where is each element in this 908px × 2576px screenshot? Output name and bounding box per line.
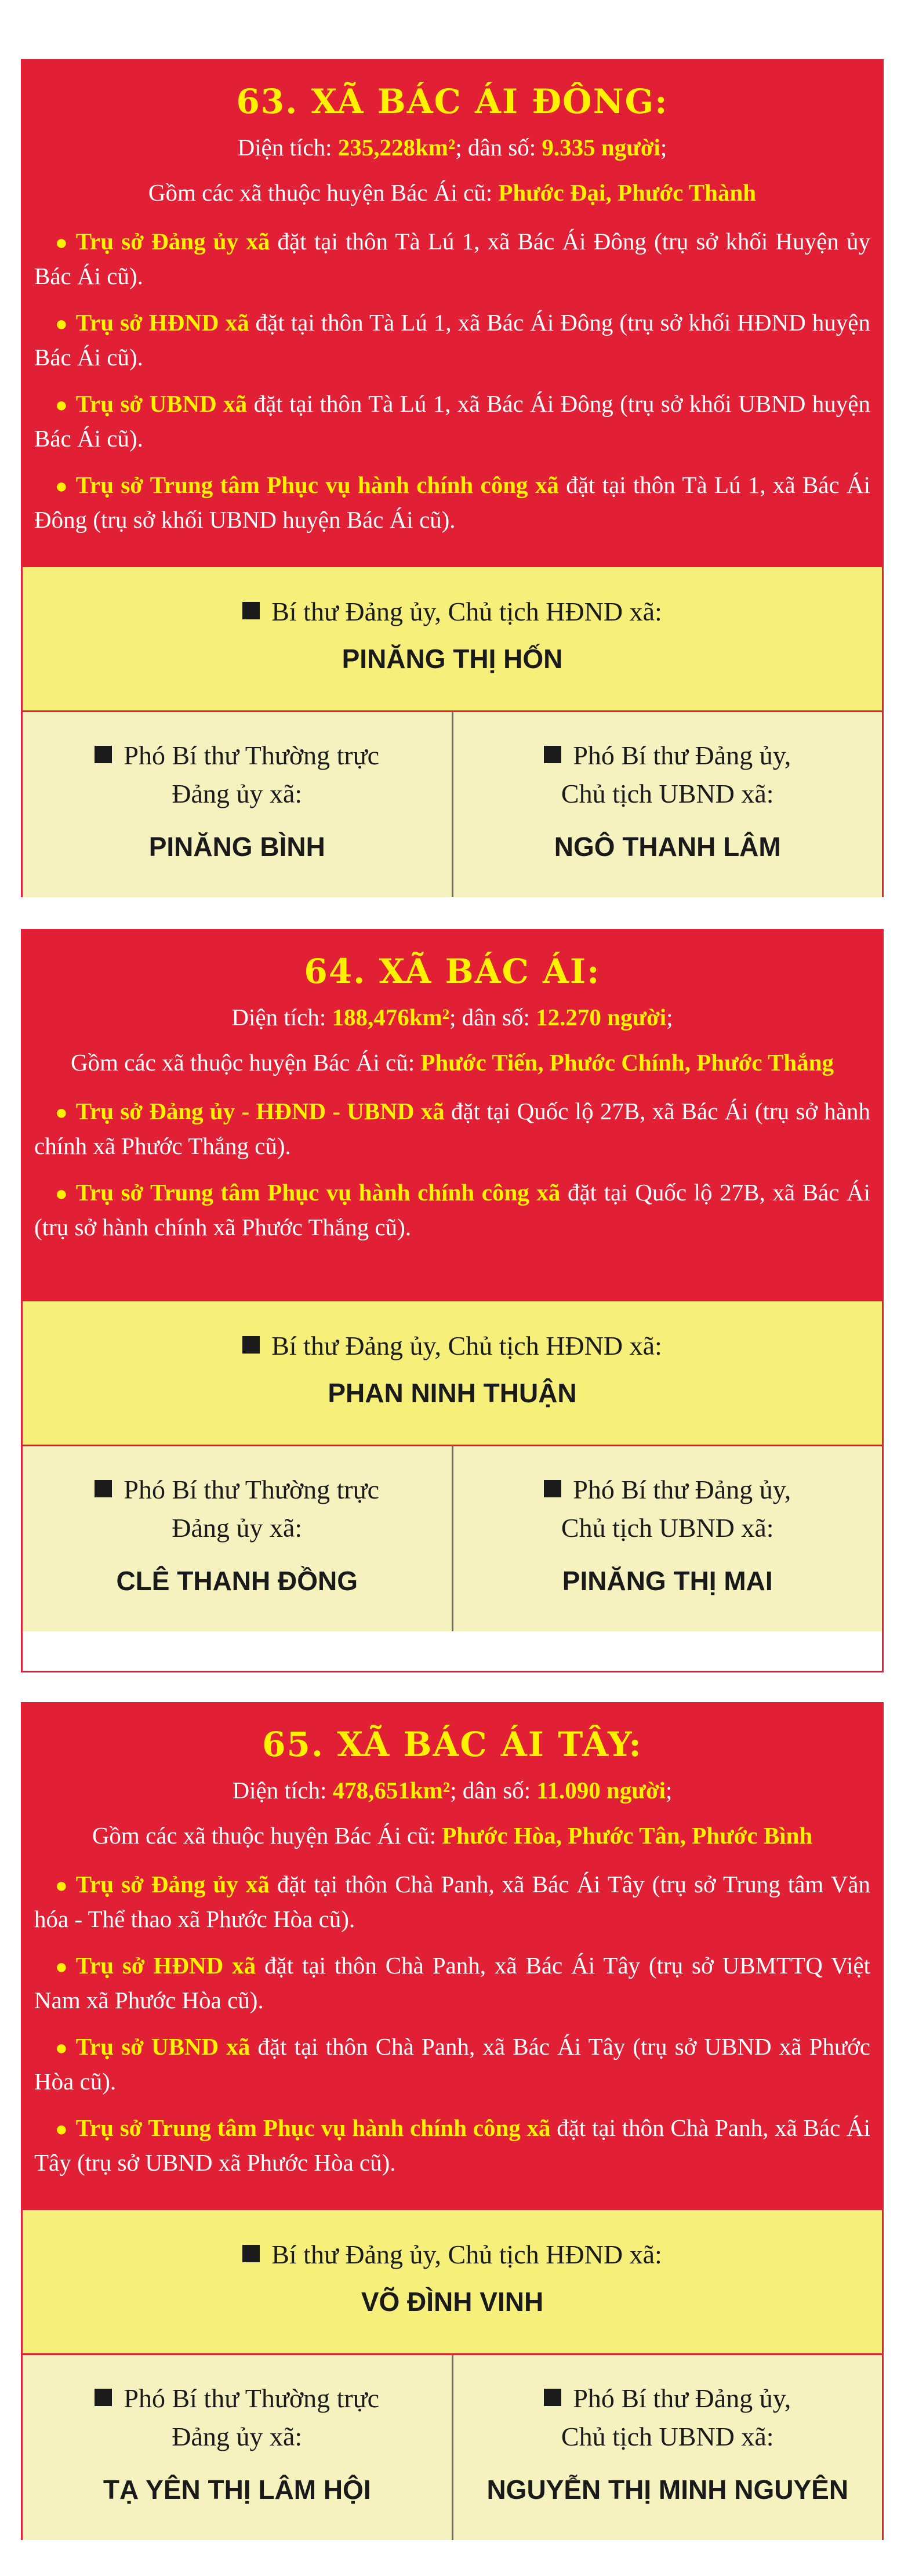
secretary-section xyxy=(23,565,882,710)
deputy-secretary-cell xyxy=(23,2355,452,2540)
area-population xyxy=(34,130,870,164)
former-communes-value: Phước Tiến, Phước Chính, Phước Thắng xyxy=(420,1049,834,1076)
former-communes-label: Gồm các xã thuộc huyện Bác Ái cũ: xyxy=(70,1049,421,1076)
office-name: Trụ sở Trung tâm Phục vụ hành chính công xã xyxy=(75,471,559,498)
bullet-dot-icon: ● xyxy=(55,393,68,416)
office-item xyxy=(34,1949,870,2017)
area-population xyxy=(34,1773,870,1807)
chairman-role-line2: Chủ tịch UBND xã: xyxy=(561,2422,774,2451)
secretary-name: VÕ ĐÌNH VINH xyxy=(361,2287,544,2317)
bullet-dot-icon: ● xyxy=(55,1101,68,1124)
chairman-role xyxy=(453,2379,882,2418)
office-name: Trụ sở Trung tâm Phục vụ hành chính công xã xyxy=(75,2114,551,2141)
office-location: đặt tại thôn Tà Lú 1, xã Bác Ái Đông (trụ sở khối Huyện ủy Bác Ái cũ). xyxy=(34,228,870,289)
deputy-secretary-cell xyxy=(23,1446,452,1631)
office-name: Trụ sở HĐND xã xyxy=(75,1952,256,1979)
secretary-role-label: Bí thư Đảng ủy, Chủ tịch HĐND xã: xyxy=(271,597,662,626)
former-communes xyxy=(34,1819,870,1852)
population-suffix: ; xyxy=(660,134,667,161)
deputy-role-line2: Đảng ủy xã: xyxy=(172,2422,303,2451)
bullet-dot-icon: ● xyxy=(55,2117,68,2140)
former-communes-label: Gồm các xã thuộc huyện Bác Ái cũ: xyxy=(148,179,499,206)
commune-title: 63. XÃ BÁC ÁI ĐÔNG: xyxy=(236,82,669,121)
square-bullet-icon xyxy=(95,1480,112,1497)
deputy-secretary-name: CLÊ THANH ĐỒNG xyxy=(116,1566,358,1596)
office-name: Trụ sở UBND xã xyxy=(75,390,248,417)
square-bullet-icon xyxy=(544,746,561,763)
area-value: 478,651 xyxy=(332,1777,410,1804)
population-suffix: ; xyxy=(666,1004,673,1031)
office-item xyxy=(34,1867,870,1936)
area-value: 188,476 xyxy=(332,1004,409,1031)
square-bullet-icon xyxy=(95,746,112,763)
square-bullet-icon xyxy=(242,602,260,619)
chairman-role-line2: Chủ tịch UBND xã: xyxy=(561,779,774,808)
office-item xyxy=(34,387,870,455)
office-item xyxy=(34,306,870,374)
office-item xyxy=(34,2030,870,2098)
area-unit: km² xyxy=(409,1777,451,1804)
bullet-dot-icon: ● xyxy=(55,1874,68,1897)
deputy-secretary-cell xyxy=(23,712,452,897)
office-name: Trụ sở Trung tâm Phục vụ hành chính công xã xyxy=(75,1179,561,1206)
office-location: đặt tại thôn Tà Lú 1, xã Bác Ái Đông (trụ sở khối UBND huyện Bác Ái cũ). xyxy=(34,390,870,452)
former-communes-value: Phước Hòa, Phước Tân, Phước Bình xyxy=(442,1822,813,1849)
bullet-dot-icon: ● xyxy=(55,1955,68,1978)
deputy-role xyxy=(23,1471,452,1509)
chairman-role xyxy=(453,1471,882,1509)
deputies-row xyxy=(23,710,882,897)
chairman-name: NGÔ THANH LÂM xyxy=(554,832,781,862)
office-location: đặt tại Quốc lộ 27B, xã Bác Ái (trụ sở hành chính xã Phước Thắng cũ). xyxy=(34,1098,870,1159)
office-item xyxy=(34,224,870,293)
office-item xyxy=(34,2111,870,2179)
bullet-dot-icon: ● xyxy=(55,312,68,335)
office-location: đặt tại thôn Tà Lú 1, xã Bác Ái Đông (trụ sở khối HĐND huyện Bác Ái cũ). xyxy=(34,309,870,371)
deputy-secretary-name: TẠ YÊN THỊ LÂM HỘI xyxy=(103,2475,371,2505)
commune-card-bac-ai xyxy=(21,929,884,1672)
chairman-cell xyxy=(452,2355,882,2540)
area-population xyxy=(34,1000,870,1034)
secretary-name: PHAN NINH THUẬN xyxy=(328,1378,577,1408)
commune-card-bac-ai-tay xyxy=(21,1702,884,2540)
commune-header xyxy=(23,61,882,565)
area-value: 235,228 xyxy=(337,134,415,161)
office-location: đặt tại thôn Chà Panh, xã Bác Ái Tây (trụ sở UBMTTQ Việt Nam xã Phước Hòa cũ). xyxy=(34,1952,870,2013)
deputy-role xyxy=(23,736,452,775)
square-bullet-icon xyxy=(544,1480,561,1497)
secretary-section xyxy=(23,1300,882,1445)
bullet-dot-icon: ● xyxy=(55,2036,68,2059)
commune-title: 64. XÃ BÁC ÁI: xyxy=(304,952,601,991)
commune-title: 65. XÃ BÁC ÁI TÂY: xyxy=(262,1725,642,1764)
population-label: ; dân số: xyxy=(455,134,542,161)
population-value: 9.335 người xyxy=(542,134,660,161)
chairman-cell xyxy=(452,712,882,897)
secretary-role xyxy=(23,2236,882,2274)
office-item xyxy=(34,468,870,536)
deputies-row xyxy=(23,2353,882,2540)
chairman-role-line2: Chủ tịch UBND xã: xyxy=(561,1513,774,1543)
area-label: Diện tích: xyxy=(237,134,338,161)
former-communes xyxy=(34,1046,870,1079)
secretary-role-label: Bí thư Đảng ủy, Chủ tịch HĐND xã: xyxy=(271,2240,662,2269)
office-name: Trụ sở Đảng ủy xã xyxy=(75,1871,270,1897)
chairman-role xyxy=(453,736,882,775)
bullet-dot-icon: ● xyxy=(55,1182,68,1205)
former-communes-value: Phước Đại, Phước Thành xyxy=(498,179,757,206)
chairman-name: NGUYỄN THỊ MINH NGUYÊN xyxy=(486,2475,849,2505)
office-location: đặt tại thôn Chà Panh, xã Bác Ái Tây (trụ sở UBND xã Phước Hòa cũ). xyxy=(34,2033,870,2095)
deputy-role-line1: Phó Bí thư Thường trực xyxy=(124,2383,380,2413)
secretary-role xyxy=(23,593,882,631)
office-location: đặt tại Quốc lộ 27B, xã Bác Ái (trụ sở hành chính xã Phước Thắng cũ). xyxy=(34,1179,871,1240)
population-value: 11.090 người xyxy=(536,1777,666,1804)
office-name: Trụ sở UBND xã xyxy=(75,2033,250,2060)
office-location: đặt tại thôn Tà Lú 1, xã Bác Ái Đông (trụ sở khối UBND huyện Bác Ái cũ). xyxy=(34,471,871,533)
deputies-row xyxy=(23,1445,882,1631)
chairman-cell xyxy=(452,1446,882,1631)
square-bullet-icon xyxy=(242,1336,260,1354)
office-item xyxy=(34,1094,870,1163)
deputy-role xyxy=(23,2379,452,2418)
chairman-role-line1: Phó Bí thư Đảng ủy, xyxy=(573,2383,791,2413)
chairman-role-line1: Phó Bí thư Đảng ủy, xyxy=(573,1475,791,1504)
office-item xyxy=(34,1175,870,1244)
area-label: Diện tích: xyxy=(232,1777,333,1804)
deputy-role-line2: Đảng ủy xã: xyxy=(172,1513,303,1543)
population-label: ; dân số: xyxy=(449,1004,536,1031)
secretary-section xyxy=(23,2208,882,2353)
bullet-dot-icon: ● xyxy=(55,231,68,254)
office-name: Trụ sở Đảng ủy xã xyxy=(75,228,270,255)
former-communes-label: Gồm các xã thuộc huyện Bác Ái cũ: xyxy=(92,1822,442,1849)
square-bullet-icon xyxy=(544,2389,561,2406)
office-location: đặt tại thôn Chà Panh, xã Bác Ái Tây (trụ sở UBND xã Phước Hòa cũ). xyxy=(34,2114,870,2176)
secretary-role xyxy=(23,1327,882,1365)
area-unit: km² xyxy=(415,134,456,161)
area-unit: km² xyxy=(409,1004,449,1031)
secretary-role-label: Bí thư Đảng ủy, Chủ tịch HĐND xã: xyxy=(271,1331,662,1360)
commune-header xyxy=(23,1704,882,2208)
population-label: ; dân số: xyxy=(450,1777,537,1804)
area-label: Diện tích: xyxy=(231,1004,332,1031)
office-name: Trụ sở HĐND xã xyxy=(75,309,249,336)
deputy-role-line1: Phó Bí thư Thường trực xyxy=(124,741,380,770)
commune-header xyxy=(23,931,882,1300)
chairman-role-line1: Phó Bí thư Đảng ủy, xyxy=(573,741,791,770)
chairman-name: PINĂNG THỊ MAI xyxy=(562,1566,773,1596)
deputy-role-line2: Đảng ủy xã: xyxy=(172,779,303,808)
population-value: 12.270 người xyxy=(536,1004,667,1031)
population-suffix: ; xyxy=(666,1777,673,1804)
commune-card-bac-ai-dong xyxy=(21,59,884,897)
square-bullet-icon xyxy=(95,2389,112,2406)
former-communes xyxy=(34,176,870,209)
bullet-dot-icon: ● xyxy=(55,474,68,498)
office-name: Trụ sở Đảng ủy - HĐND - UBND xã xyxy=(75,1098,445,1124)
office-location: đặt tại thôn Chà Panh, xã Bác Ái Tây (trụ sở Trung tâm Văn hóa - Thể thao xã Phước Hòa cũ). xyxy=(34,1871,870,1932)
square-bullet-icon xyxy=(242,2245,260,2262)
deputy-role-line1: Phó Bí thư Thường trực xyxy=(124,1475,380,1504)
deputy-secretary-name: PINĂNG BÌNH xyxy=(148,832,325,862)
secretary-name: PINĂNG THỊ HỐN xyxy=(342,644,563,674)
